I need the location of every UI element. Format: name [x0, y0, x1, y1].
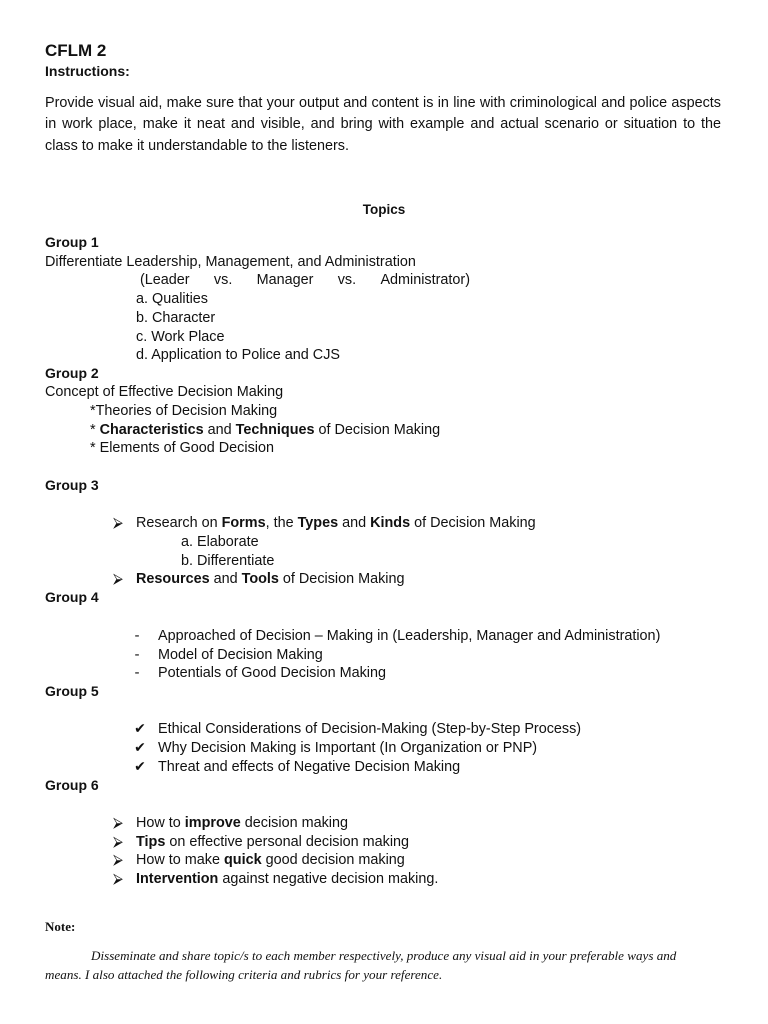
arrow-bullet-icon: ⮚	[113, 815, 123, 831]
dash-bullet-icon: -	[134, 628, 140, 644]
group-6-item: How to improve decision making	[136, 815, 348, 831]
checkmark-icon: ✔	[134, 740, 146, 756]
arrow-bullet-icon: ⮚	[113, 852, 123, 868]
group-5-item: Ethical Considerations of Decision-Making (Step-by-Step Process)	[158, 721, 582, 737]
checkmark-icon: ✔	[134, 721, 146, 737]
group-1-item: c. Work Place	[136, 329, 225, 345]
group-4-item: Approached of Decision – Making in (Leadership, Manager and Administration)	[158, 628, 661, 644]
group-6-label: Group 6	[45, 777, 99, 793]
group-1-item: d. Application to Police and CJS	[136, 347, 340, 363]
group-3-item: Research on Forms, the Types and Kinds of Decision Making	[136, 515, 536, 531]
topics-heading: Topics	[362, 202, 406, 217]
comparison-administrator: Administrator)	[380, 272, 470, 288]
comparison-vs-1: vs.	[213, 272, 233, 288]
group-3-label: Group 3	[45, 477, 99, 493]
document-title: CFLM 2	[45, 41, 107, 60]
group-1-topic: Differentiate Leadership, Management, and Administration	[45, 254, 416, 270]
instructions-text: Provide visual aid, make sure that your output and content is in line with criminological and police aspects in work place, make it neat and visible, and bring with example and actual scenario or situation to the class to make it understandable to the listeners.	[45, 95, 721, 154]
group-6-item: How to make quick good decision making	[136, 852, 405, 868]
arrow-bullet-icon: ⮚	[113, 515, 123, 531]
group-2-item: * Characteristics and Techniques of Decision Making	[90, 422, 441, 438]
group-2-item: *Theories of Decision Making	[90, 403, 278, 419]
group-5-item: Threat and effects of Negative Decision Making	[158, 759, 461, 775]
instructions-label: Instructions:	[45, 63, 130, 79]
group-5-label: Group 5	[45, 683, 99, 699]
group-1-item: a. Qualities	[136, 291, 208, 307]
group-2-topic: Concept of Effective Decision Making	[45, 384, 284, 400]
group-3-item: Resources and Tools of Decision Making	[136, 571, 405, 587]
dash-bullet-icon: -	[134, 647, 140, 663]
arrow-bullet-icon: ⮚	[113, 834, 123, 850]
group-6-item: Tips on effective personal decision making	[136, 834, 410, 850]
checkmark-icon: ✔	[134, 759, 146, 775]
arrow-bullet-icon: ⮚	[113, 871, 123, 887]
note-label: Note:	[45, 919, 76, 934]
group-2-label: Group 2	[45, 365, 99, 381]
group-2-item: * Elements of Good Decision	[90, 440, 274, 456]
comparison-vs-2: vs.	[337, 272, 357, 288]
comparison-manager: Manager	[256, 272, 314, 288]
group-4-item: Potentials of Good Decision Making	[158, 665, 386, 681]
group-4-item: Model of Decision Making	[158, 647, 323, 663]
group-3-subitem: a. Elaborate	[181, 534, 259, 550]
group-1-item: b. Character	[136, 310, 216, 326]
dash-bullet-icon: -	[134, 665, 140, 681]
group-1-label: Group 1	[45, 234, 99, 250]
group-4-label: Group 4	[45, 589, 99, 605]
group-5-item: Why Decision Making is Important (In Organization or PNP)	[158, 740, 538, 756]
note-text: Disseminate and share topic/s to each member respectively, produce any visual aid in your preferable ways and means. I also attached the following criteria and rubrics for your reference.	[45, 948, 677, 982]
group-6-item: Intervention against negative decision making.	[136, 871, 439, 887]
group-1-comparison	[140, 271, 470, 289]
comparison-leader: (Leader	[140, 272, 190, 288]
arrow-bullet-icon: ⮚	[113, 571, 123, 587]
group-3-subitem: b. Differentiate	[181, 553, 275, 569]
